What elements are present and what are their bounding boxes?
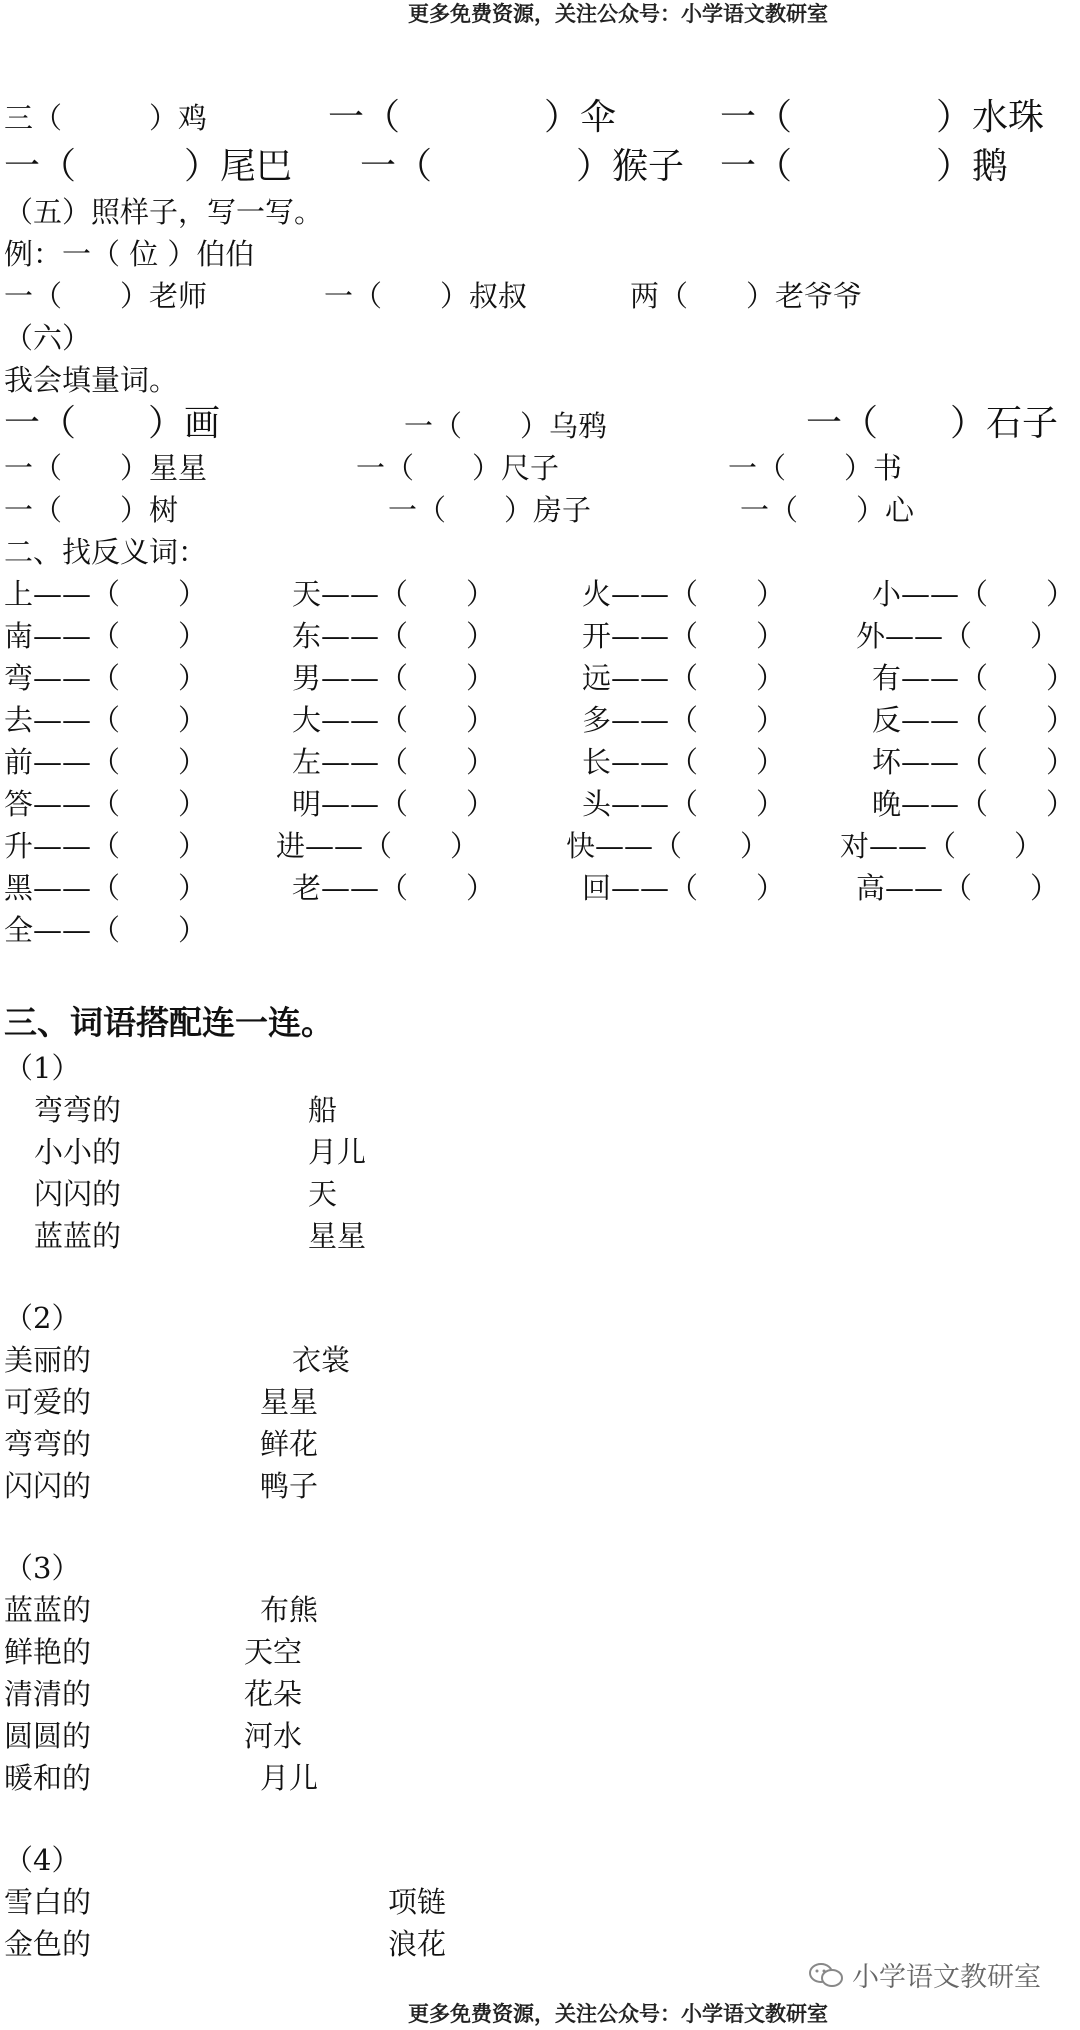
measure-item: 一（ ）乌鸦 xyxy=(404,409,608,443)
measure-item: 一（ ）水珠 xyxy=(720,97,1045,138)
measure-item: 一（ ）伞 xyxy=(328,97,617,138)
antonym-item: 天——（ ） xyxy=(292,577,496,611)
antonym-item: 进——（ ） xyxy=(276,829,480,863)
antonym-item: 坏——（ ） xyxy=(872,745,1076,779)
match-left-item: 可爱的 xyxy=(4,1385,92,1419)
match-right-item: 天 xyxy=(308,1177,338,1211)
measure-item: 一（ ）石子 xyxy=(806,403,1059,444)
match-left-item: 弯弯的 xyxy=(34,1093,122,1127)
antonym-item: 快——（ ） xyxy=(566,829,770,863)
match-right-item: 布熊 xyxy=(260,1593,319,1627)
match-right-item: 花朵 xyxy=(244,1677,303,1711)
antonym-item: 火——（ ） xyxy=(582,577,786,611)
match-left-item: 弯弯的 xyxy=(4,1427,92,1461)
group-label: （3） xyxy=(4,1551,81,1585)
match-left-item: 金色的 xyxy=(4,1927,92,1961)
antonym-item: 弯——（ ） xyxy=(4,661,208,695)
measure-item: 一（ ）尾巴 xyxy=(4,146,293,187)
measure-item: 一（ ）书 xyxy=(728,451,903,485)
match-left-item: 暖和的 xyxy=(4,1761,92,1795)
antonym-item: 左——（ ） xyxy=(292,745,496,779)
group-label: （1） xyxy=(4,1051,81,1085)
match-left-item: 闪闪的 xyxy=(34,1177,122,1211)
match-left-item: 圆圆的 xyxy=(4,1719,92,1753)
measure-item: 一（ ）房子 xyxy=(388,493,592,527)
match-right-item: 衣裳 xyxy=(292,1343,351,1377)
antonym-item: 升——（ ） xyxy=(4,829,208,863)
antonym-item: 高——（ ） xyxy=(856,871,1060,905)
antonym-item: 黑——（ ） xyxy=(4,871,208,905)
antonym-item: 大——（ ） xyxy=(292,703,496,737)
measure-item: 三（ ）鸡 xyxy=(4,101,208,135)
antonym-item: 全——（ ） xyxy=(4,913,208,947)
wechat-icon xyxy=(808,1962,844,1988)
measure-item: 一（ ）星星 xyxy=(4,451,208,485)
antonym-item: 去——（ ） xyxy=(4,703,208,737)
antonym-item: 长——（ ） xyxy=(582,745,786,779)
section-title: 三、词语搭配连一连。 xyxy=(4,1003,334,1042)
match-right-item: 月儿 xyxy=(260,1761,319,1795)
section-subtitle: 我会填量词。 xyxy=(4,363,179,397)
section-title: （五）照样子，写一写。 xyxy=(4,195,324,229)
match-right-item: 鸭子 xyxy=(260,1469,319,1503)
group-label: （4） xyxy=(4,1843,81,1877)
antonym-item: 头——（ ） xyxy=(582,787,786,821)
antonym-item: 反——（ ） xyxy=(872,703,1076,737)
antonym-item: 前——（ ） xyxy=(4,745,208,779)
fill-item: 一（ ）老师 xyxy=(4,279,208,313)
match-right-item: 月儿 xyxy=(308,1135,367,1169)
match-left-item: 蓝蓝的 xyxy=(4,1593,92,1627)
example-line: 例：一（ 位 ）伯伯 xyxy=(4,237,255,271)
antonym-item: 远——（ ） xyxy=(582,661,786,695)
match-left-item: 鲜艳的 xyxy=(4,1635,92,1669)
antonym-item: 外——（ ） xyxy=(856,619,1060,653)
fill-item: 两（ ）老爷爷 xyxy=(630,279,863,313)
measure-item: 一（ ）画 xyxy=(4,403,221,444)
antonym-item: 答——（ ） xyxy=(4,787,208,821)
match-right-item: 船 xyxy=(308,1093,338,1127)
antonym-item: 晚——（ ） xyxy=(872,787,1076,821)
watermark-text: 小学语文教研室 xyxy=(852,1962,1041,1993)
antonym-item: 男——（ ） xyxy=(292,661,496,695)
antonym-item: 东——（ ） xyxy=(292,619,496,653)
section-title: 二、找反义词： xyxy=(4,535,208,569)
measure-item: 一（ ）猴子 xyxy=(360,146,685,187)
antonym-item: 上——（ ） xyxy=(4,577,208,611)
group-label: （2） xyxy=(4,1301,81,1335)
match-left-item: 雪白的 xyxy=(4,1885,92,1919)
match-right-item: 项链 xyxy=(388,1885,447,1919)
antonym-item: 老——（ ） xyxy=(292,871,496,905)
page-footer: 更多免费资源，关注公众号：小学语文教研室 xyxy=(408,2002,828,2026)
measure-item: 一（ ）鹅 xyxy=(720,146,1009,187)
antonym-item: 多——（ ） xyxy=(582,703,786,737)
page-header: 更多免费资源，关注公众号：小学语文教研室 xyxy=(408,2,828,26)
antonym-item: 有——（ ） xyxy=(872,661,1076,695)
match-right-item: 天空 xyxy=(244,1635,303,1669)
antonym-item: 回——（ ） xyxy=(582,871,786,905)
match-right-item: 星星 xyxy=(308,1219,367,1253)
match-right-item: 河水 xyxy=(244,1719,303,1753)
match-left-item: 闪闪的 xyxy=(4,1469,92,1503)
match-right-item: 浪花 xyxy=(388,1927,447,1961)
measure-item: 一（ ）心 xyxy=(740,493,915,527)
measure-item: 一（ ）树 xyxy=(4,493,179,527)
antonym-item: 明——（ ） xyxy=(292,787,496,821)
match-left-item: 小小的 xyxy=(34,1135,122,1169)
antonym-item: 南——（ ） xyxy=(4,619,208,653)
match-left-item: 美丽的 xyxy=(4,1343,92,1377)
fill-item: 一（ ）叔叔 xyxy=(324,279,528,313)
antonym-item: 小——（ ） xyxy=(872,577,1076,611)
measure-item: 一（ ）尺子 xyxy=(356,451,560,485)
match-right-item: 鲜花 xyxy=(260,1427,319,1461)
match-left-item: 清清的 xyxy=(4,1677,92,1711)
section-title: （六） xyxy=(4,321,92,355)
antonym-item: 开——（ ） xyxy=(582,619,786,653)
match-left-item: 蓝蓝的 xyxy=(34,1219,122,1253)
antonym-item: 对——（ ） xyxy=(840,829,1044,863)
match-right-item: 星星 xyxy=(260,1385,319,1419)
